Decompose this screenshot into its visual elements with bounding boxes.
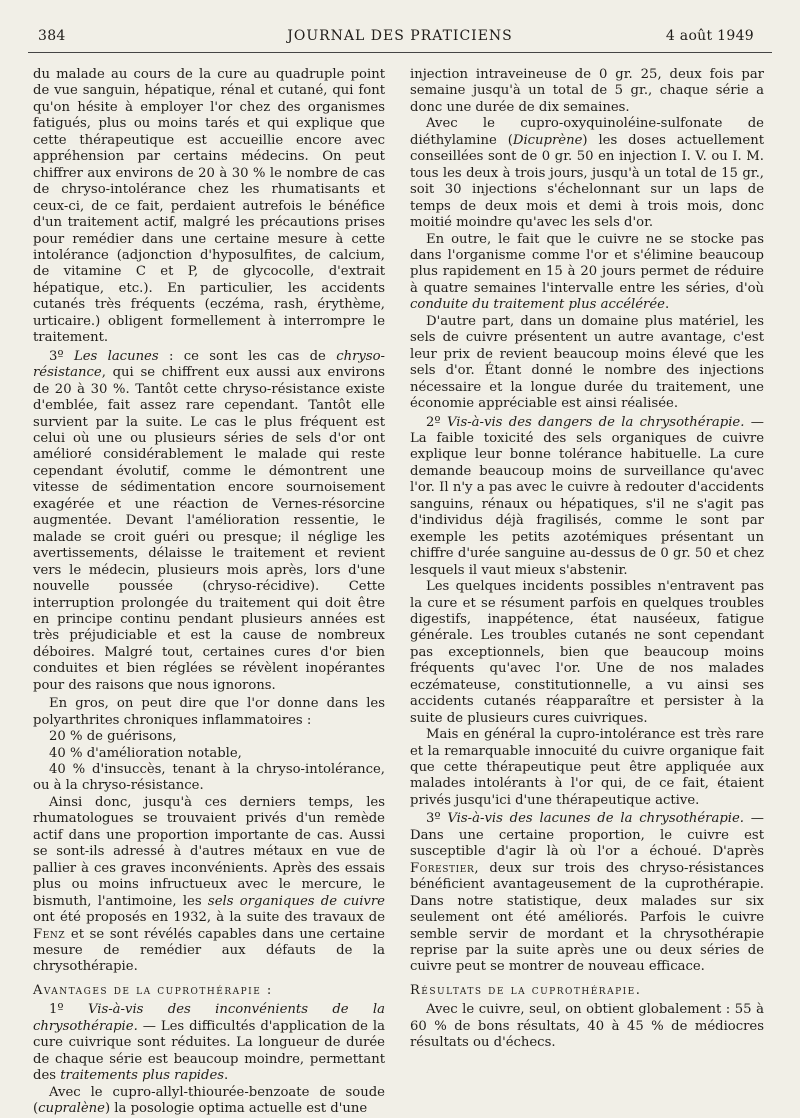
term: conduite du traitement plus accélérée <box>410 297 665 313</box>
journal-title: JOURNAL DES PRATICIENS <box>287 28 513 44</box>
text-run: Ainsi donc, jusqu'à ces derniers temps, les rhumatologues se trouvaient privés d'un remède actif dans une proportion importante de cas. Aussi se sont-ils adressé à d'autres métaux en vue de pallier à ces graves inconvénients. Après des essais plus ou moins infructueux avec le mercure, le bismuth, l'antimoine, les <box>33 794 385 909</box>
left-column <box>33 67 385 1118</box>
term: chryso-résistance <box>33 348 385 381</box>
paragraph-lacunes <box>33 349 385 695</box>
section-title: Vis-à-vis des lacunes de la chrysothérapie. <box>447 811 744 827</box>
list-item: 40 % d'amélioration notable, <box>49 745 242 761</box>
section-number: 3º <box>49 348 64 364</box>
text-run: — La faible toxicité des sels organiques de cuivre explique leur bonne tolérance habituelle. La cure demande beaucoup moins de surveillance qu'avec l'or. Il n'y a pas avec le cuivre à redouter d'accidents sanguins, rénaux ou hépatiques, s'il ne s'agit pas d'individus déjà fragilisés, comme le sont par exemple les petits azotémiques présentant un chiffre d'urée sanguine au-dessus de 0 gr. 50 et chez lesquels il vaut mieux s'abstenir. <box>410 414 764 578</box>
paragraph: Avec le cuivre, seul, on obtient globalement : 55 à 60 % de bons résultats, 40 à 45 % de médiocres résultats ou d'échecs. <box>410 1002 764 1051</box>
paragraph: Les quelques incidents possibles n'entravent pas la cure et se résument parfois en quelques troubles digestifs, inappétence, état nauséeux, fatigue générale. Les troubles cutanés ne sont cependant pas exceptionnels, bien que beaucoup moins fréquents qu'avec l'or. Une de nos malades eczémateuse, constitutionnelle, a vu ainsi ses accidents cutanés réapparaître et persister à la suite de plusieurs cures cuivriques. <box>410 579 764 726</box>
text-run: Avec le cupro-oxyquinoléine-sulfonate de diéthylamine ( <box>410 116 764 148</box>
text-run: — Les difficultés d'application de la cure cuivrique sont réduites. La longueur de durée de chaque série est beaucoup moindre, permettant des <box>33 1018 385 1084</box>
paragraph: injection intraveineuse de 0 gr. 25, deux fois par semaine jusqu'à un total de 5 gr., chaque série a donc une durée de dix semaines. <box>410 67 764 115</box>
term: Dicuprène <box>512 132 583 148</box>
paragraph: D'autre part, dans un domaine plus matériel, les sels de cuivre présentent un autre avantage, c'est leur prix de revient beaucoup moins élevé que les sels d'or. Étant donné le nombre des injections nécessaire et la longue durée du traitement, une économie appréciable est ainsi réalisée. <box>410 313 764 412</box>
text-run: : ce sont les cas de <box>158 348 337 364</box>
header-rule <box>28 52 772 53</box>
section-title: Vis-à-vis des inconvénients de la chrysothérapie. <box>33 1002 385 1034</box>
running-header <box>0 24 800 48</box>
issue-date: 4 août 1949 <box>665 28 754 44</box>
section-heading: Avantages de la cuprothérapie : <box>33 982 273 998</box>
text-run: . <box>664 297 670 313</box>
section-number: 3º <box>426 811 441 827</box>
text-run: , deux sur trois des chryso-résistances bénéficient avantageusement de la cuprothérapie. Dans notre statistique, deux malades sur six seulement ont été améliorés. Parfois le cuivre semble servir de mordant et la chrysothérapie reprise par la suite après une ou deux séries de cuivre peut se montrer de nouveau efficace. <box>410 860 764 975</box>
text-run: . <box>224 1068 229 1084</box>
paragraph-lacunes-cuivre <box>410 811 764 976</box>
paragraph: Mais en général la cupro-intolérance est très rare et la remarquable innocuité du cuivre organique fait que cette thérapeutique peut être appliquée aux malades intolérants à l'or qui, de ce fait, étaient privés jusqu'ici d'une thérapeutique active. <box>410 727 764 808</box>
section-title: Vis-à-vis des dangers de la chrysothérapie. <box>446 414 745 430</box>
paragraph <box>33 1085 385 1118</box>
text-run: ) les doses actuellement conseillées sont de 0 gr. 50 en injection I. V. ou I. M. tous les deux à trois jours, jusqu'à un total de 15 gr., soit 30 injections s'échelonnant sur un laps de temps de deux mois et demi à trois mois, donc moitié moindre qu'avec les sels d'or. <box>410 132 764 231</box>
paragraph <box>410 232 764 314</box>
text-run: En outre, le fait que le cuivre ne se stocke pas dans l'organisme comme l'or et s'élimine beaucoup plus rapidement en 15 à 20 jours permet de réduire à quatre semaines l'intervalle entre les séries, d'où <box>410 231 764 296</box>
section-heading: Résultats de la cuprothérapie. <box>410 982 642 998</box>
text-run: et se sont révélés capables dans une certaine mesure de remédier aux défauts de la chrysothérapie. <box>33 926 385 975</box>
author-name: Forestier <box>410 860 475 876</box>
term: traitements plus rapides <box>60 1068 225 1084</box>
list-item: 40 % d'insuccès, tenant à la chryso-intolérance, ou à la chryso-résistance. <box>33 762 385 794</box>
paragraph: du malade au cours de la cure au quadruple point de vue sanguin, hépatique, rénal et cutané, qui font qu'on hésite à employer l'or chez des organismes fatigués, plus ou moins tarés et qui explique que cette thérapeutique est accueillie encore avec appréhension par certains médecins. On peut chiffrer aux environs de 20 à 30 % le nombre de cas de chryso-intolérance chez les rhumatisants et ceux-ci, de ce fait, perdaient autrefois le bénéfice d'un traitement actif, malgré les précautions prises pour remédier dans une certaine mesure à cette intolérance (adjonction d'hyposulfites, de calcium, de vitamine C et P, de glycocolle, d'extrait hépatique, etc.). En particulier, les accidents cutanés très fréquents (eczéma, rash, érythème, urticaire.) obligent formellement à interrompre le traitement. <box>33 67 385 346</box>
paragraph-dangers <box>410 415 764 580</box>
text-run: ont été proposés en 1932, à la suite des travaux de <box>33 910 385 926</box>
text-run: — Dans une certaine proportion, le cuivre est susceptible d'agir là où l'or a échoué. D'après <box>410 811 764 860</box>
author-name: Fenz <box>33 926 66 942</box>
text-run: , qui se chiffrent eux aussi aux environs de 20 à 30 %. Tantôt cette chryso-résistance existe d'emblée, fait assez rare cependant. Tantôt elle survient par la suite. Le cas le plus fréquent est celui où une ou plusieurs séries de sels d'or ont amélioré considérablement le malade qui reste cependant évolutif, comme le démontrent une vitesse de sédimentation encore sournoisement exagérée et une réaction de Vernes-résorcine augmentée. Devant l'amélioration ressentie, le malade se croit guéri ou presque; il néglige les avertissements, délaisse le traitement et revient vers le médecin, plusieurs mois après, lors d'une nouvelle poussée (chryso-récidive). Cette interruption prolongée du traitement qui doit être en principe continu pendant plusieurs années est très préjudiciable et est la cause de nombreux déboires. Malgré tout, certaines cures d'or bien conduites et bien réglées se révèlent inopérantes pour des raisons que nous ignorons. <box>33 365 385 693</box>
term: cupralène <box>38 1101 105 1117</box>
term: sels organiques de cuivre <box>207 893 385 909</box>
paragraph <box>410 116 764 231</box>
page-number: 384 <box>38 28 66 44</box>
paragraph <box>33 1002 385 1084</box>
paragraph <box>33 795 385 976</box>
text-run: Avec le cupro-allyl-thiourée-benzoate de soude ( <box>33 1084 385 1117</box>
section-number: 1º <box>49 1002 64 1018</box>
section-number: 2º <box>426 414 441 430</box>
section-title: Les lacunes <box>73 348 159 364</box>
paragraph: En gros, on peut dire que l'or donne dans les polyarthrites chroniques inflammatoires : <box>33 696 385 728</box>
right-column <box>410 67 764 1052</box>
list-item: 20 % de guérisons, <box>49 729 177 745</box>
text-run: ) la posologie optima actuelle est d'une <box>104 1101 368 1117</box>
